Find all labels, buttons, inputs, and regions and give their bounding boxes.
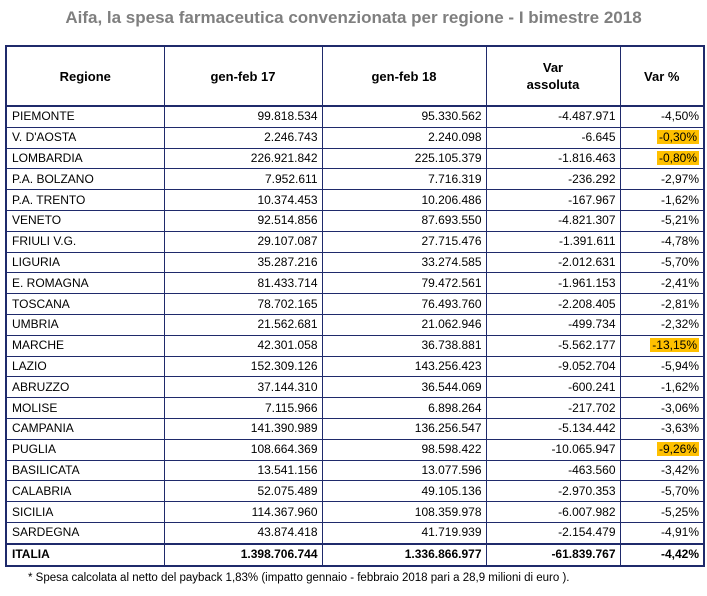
cell-var-pct: -4,78% — [620, 231, 704, 252]
highlight-badge: -0,30% — [658, 130, 697, 145]
cell-var-assoluta: -61.839.767 — [486, 544, 620, 566]
cell-regione: CALABRIA — [6, 481, 164, 502]
cell-var-pct — [620, 439, 704, 460]
cell-gen-feb-18: 136.256.547 — [322, 418, 486, 439]
spending-table — [5, 45, 705, 567]
cell-var-assoluta: -2.012.631 — [486, 252, 620, 273]
cell-gen-feb-17: 78.702.165 — [164, 294, 322, 315]
page-title: Aifa, la spesa farmaceutica convenzionata per regione - I bimestre 2018 — [65, 8, 642, 27]
cell-var-pct — [620, 335, 704, 356]
cell-gen-feb-17: 2.246.743 — [164, 127, 322, 148]
cell-var-pct: -2,32% — [620, 314, 704, 335]
cell-gen-feb-18: 10.206.486 — [322, 190, 486, 211]
cell-var-pct: -2,41% — [620, 273, 704, 294]
cell-regione: LAZIO — [6, 356, 164, 377]
cell-var-pct: -3,42% — [620, 460, 704, 481]
cell-gen-feb-18: 76.493.760 — [322, 294, 486, 315]
table-row — [6, 148, 704, 169]
cell-var-pct — [620, 127, 704, 148]
table-row — [6, 252, 704, 273]
cell-regione: P.A. BOLZANO — [6, 169, 164, 190]
table-row — [6, 481, 704, 502]
cell-gen-feb-18: 41.719.939 — [322, 522, 486, 543]
cell-gen-feb-17: 7.952.611 — [164, 169, 322, 190]
cell-regione: V. D'AOSTA — [6, 127, 164, 148]
table-row — [6, 294, 704, 315]
cell-gen-feb-17: 7.115.966 — [164, 398, 322, 419]
table-row-total — [6, 544, 704, 566]
header-var-assoluta — [486, 46, 620, 106]
table-row — [6, 210, 704, 231]
cell-regione: ABRUZZO — [6, 377, 164, 398]
cell-gen-feb-18: 36.544.069 — [322, 377, 486, 398]
cell-var-pct: -5,70% — [620, 252, 704, 273]
cell-regione: LIGURIA — [6, 252, 164, 273]
cell-var-assoluta: -2.208.405 — [486, 294, 620, 315]
cell-var-assoluta: -10.065.947 — [486, 439, 620, 460]
cell-var-assoluta: -236.292 — [486, 169, 620, 190]
footnote: * Spesa calcolata al netto del payback 1,83% (impatto gennaio - febbraio 2018 pari a 28,9 milioni di euro ). — [28, 572, 570, 584]
cell-gen-feb-18: 98.598.422 — [322, 439, 486, 460]
cell-var-assoluta: -5.134.442 — [486, 418, 620, 439]
cell-var-pct: -4,50% — [620, 106, 704, 127]
cell-gen-feb-17: 108.664.369 — [164, 439, 322, 460]
cell-regione: UMBRIA — [6, 314, 164, 335]
cell-var-pct: -5,94% — [620, 356, 704, 377]
cell-regione: CAMPANIA — [6, 418, 164, 439]
cell-gen-feb-17: 92.514.856 — [164, 210, 322, 231]
header-var-line2: assoluta — [526, 77, 580, 92]
cell-gen-feb-17: 52.075.489 — [164, 481, 322, 502]
cell-regione: SARDEGNA — [6, 522, 164, 543]
table-row — [6, 502, 704, 523]
cell-regione: SICILIA — [6, 502, 164, 523]
table-row — [6, 169, 704, 190]
table-row — [6, 314, 704, 335]
highlight-badge: -13,15% — [652, 338, 697, 353]
cell-gen-feb-17: 37.144.310 — [164, 377, 322, 398]
cell-gen-feb-17: 29.107.087 — [164, 231, 322, 252]
table-row — [6, 335, 704, 356]
cell-var-pct: -1,62% — [620, 377, 704, 398]
cell-gen-feb-17: 43.874.418 — [164, 522, 322, 543]
cell-var-pct: -3,06% — [620, 398, 704, 419]
header-var-pct: Var % — [620, 46, 704, 106]
cell-gen-feb-18: 79.472.561 — [322, 273, 486, 294]
cell-var-assoluta: -1.961.153 — [486, 273, 620, 294]
cell-gen-feb-18: 108.359.978 — [322, 502, 486, 523]
cell-var-pct: -5,21% — [620, 210, 704, 231]
cell-gen-feb-18: 225.105.379 — [322, 148, 486, 169]
cell-gen-feb-18: 87.693.550 — [322, 210, 486, 231]
cell-regione: LOMBARDIA — [6, 148, 164, 169]
header-gen-feb-18: gen-feb 18 — [322, 46, 486, 106]
cell-gen-feb-18: 6.898.264 — [322, 398, 486, 419]
table-row — [6, 273, 704, 294]
cell-var-assoluta: -5.562.177 — [486, 335, 620, 356]
cell-regione: FRIULI V.G. — [6, 231, 164, 252]
cell-regione: VENETO — [6, 210, 164, 231]
cell-gen-feb-18: 36.738.881 — [322, 335, 486, 356]
cell-var-assoluta: -4.821.307 — [486, 210, 620, 231]
cell-var-assoluta: -499.734 — [486, 314, 620, 335]
cell-var-assoluta: -2.970.353 — [486, 481, 620, 502]
cell-regione: ITALIA — [6, 544, 164, 566]
cell-var-pct: -5,25% — [620, 502, 704, 523]
table-header-row — [6, 46, 704, 106]
table-row — [6, 231, 704, 252]
cell-var-assoluta: -600.241 — [486, 377, 620, 398]
highlight-badge: -0,80% — [658, 150, 697, 165]
cell-gen-feb-17: 13.541.156 — [164, 460, 322, 481]
cell-var-assoluta: -4.487.971 — [486, 106, 620, 127]
cell-gen-feb-17: 81.433.714 — [164, 273, 322, 294]
cell-var-assoluta: -167.967 — [486, 190, 620, 211]
cell-var-pct: -1,62% — [620, 190, 704, 211]
table-row — [6, 439, 704, 460]
cell-var-assoluta: -1.816.463 — [486, 148, 620, 169]
cell-gen-feb-17: 114.367.960 — [164, 502, 322, 523]
cell-var-pct: -4,91% — [620, 522, 704, 543]
header-var-line1: Var — [542, 60, 564, 75]
cell-regione: PIEMONTE — [6, 106, 164, 127]
header-gen-feb-17: gen-feb 17 — [164, 46, 322, 106]
cell-var-assoluta: -6.007.982 — [486, 502, 620, 523]
cell-gen-feb-18: 33.274.585 — [322, 252, 486, 273]
cell-var-assoluta: -463.560 — [486, 460, 620, 481]
table-row — [6, 522, 704, 543]
cell-regione: TOSCANA — [6, 294, 164, 315]
table-row — [6, 460, 704, 481]
cell-var-pct — [620, 148, 704, 169]
table-row — [6, 356, 704, 377]
table-row — [6, 190, 704, 211]
cell-gen-feb-17: 42.301.058 — [164, 335, 322, 356]
cell-gen-feb-18: 49.105.136 — [322, 481, 486, 502]
cell-gen-feb-18: 21.062.946 — [322, 314, 486, 335]
cell-gen-feb-18: 7.716.319 — [322, 169, 486, 190]
table-row — [6, 127, 704, 148]
cell-var-assoluta: -2.154.479 — [486, 522, 620, 543]
cell-gen-feb-18: 13.077.596 — [322, 460, 486, 481]
cell-gen-feb-17: 99.818.534 — [164, 106, 322, 127]
table-row — [6, 418, 704, 439]
cell-gen-feb-18: 27.715.476 — [322, 231, 486, 252]
cell-regione: MARCHE — [6, 335, 164, 356]
cell-gen-feb-17: 10.374.453 — [164, 190, 322, 211]
cell-gen-feb-17: 141.390.989 — [164, 418, 322, 439]
cell-gen-feb-17: 35.287.216 — [164, 252, 322, 273]
cell-var-pct: -5,70% — [620, 481, 704, 502]
cell-regione: P.A. TRENTO — [6, 190, 164, 211]
cell-gen-feb-17: 21.562.681 — [164, 314, 322, 335]
cell-gen-feb-17: 1.398.706.744 — [164, 544, 322, 566]
cell-gen-feb-17: 152.309.126 — [164, 356, 322, 377]
cell-var-assoluta: -6.645 — [486, 127, 620, 148]
cell-var-assoluta: -9.052.704 — [486, 356, 620, 377]
cell-var-pct: -2,97% — [620, 169, 704, 190]
table-body — [6, 106, 704, 566]
header-regione: Regione — [6, 46, 164, 106]
cell-regione: BASILICATA — [6, 460, 164, 481]
table-row — [6, 398, 704, 419]
cell-gen-feb-18: 95.330.562 — [322, 106, 486, 127]
cell-regione: E. ROMAGNA — [6, 273, 164, 294]
cell-gen-feb-18: 1.336.866.977 — [322, 544, 486, 566]
cell-regione: MOLISE — [6, 398, 164, 419]
cell-var-assoluta: -1.391.611 — [486, 231, 620, 252]
cell-var-pct: -4,42% — [620, 544, 704, 566]
cell-var-pct: -3,63% — [620, 418, 704, 439]
cell-gen-feb-17: 226.921.842 — [164, 148, 322, 169]
cell-var-assoluta: -217.702 — [486, 398, 620, 419]
table-row — [6, 377, 704, 398]
highlight-badge: -9,26% — [658, 442, 697, 457]
cell-regione: PUGLIA — [6, 439, 164, 460]
cell-gen-feb-18: 2.240.098 — [322, 127, 486, 148]
table-row — [6, 106, 704, 127]
cell-var-pct: -2,81% — [620, 294, 704, 315]
cell-gen-feb-18: 143.256.423 — [322, 356, 486, 377]
